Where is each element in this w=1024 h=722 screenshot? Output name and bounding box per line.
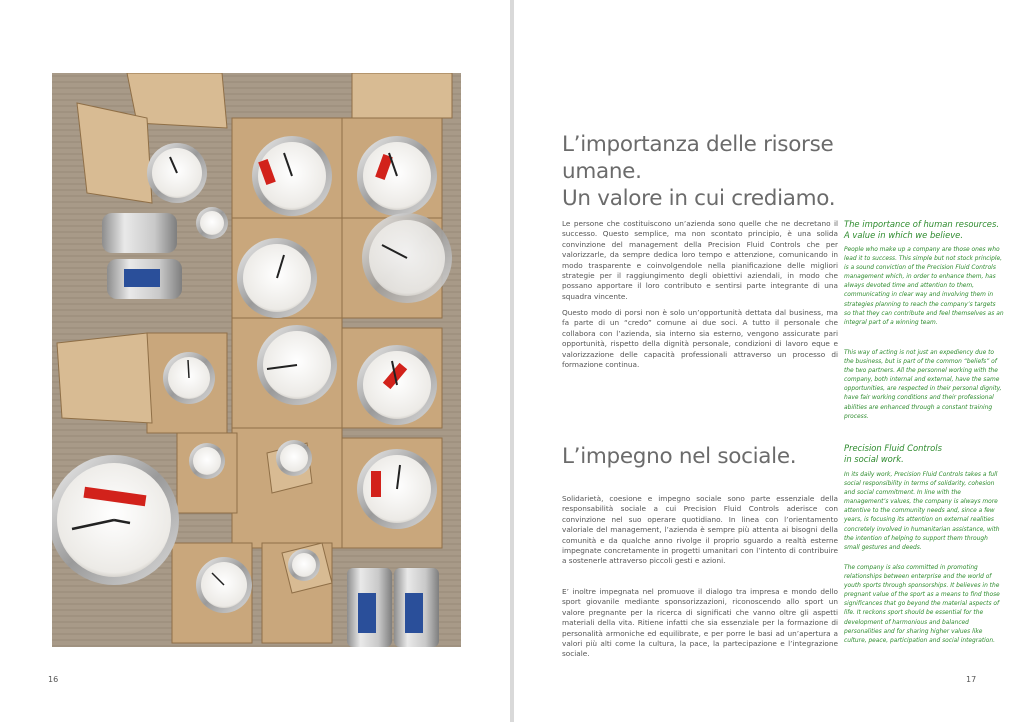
heading-human-resources bbox=[562, 131, 892, 212]
it-paragraph-3: Solidarietà, coesione e impegno sociale sono parte essenziale della responsabilità sociale a cui Precision Fluid Controls aderisce con convinzione nel suo operare quotidiano. In linea con l’orientamento valoriale del management, l’azienda è sempre più attenta ai bisogni della comunità e da qualche anno rivolge il proprio sguardo a realtà esterne impegnate concretamente in progetti umanitari con l’intento di contribuire a sostenerle attraverso piccoli gesti e azioni. bbox=[562, 494, 838, 566]
left-page bbox=[0, 0, 510, 722]
en-title-1-line-1: The importance of human resources. bbox=[844, 219, 999, 229]
en-paragraph-1: People who make up a company are those ones who lead it to success. This simple but not stock principle, is a sound conviction of the Precision Fluid Controls management which, in order to enhance them, has always devoted time and attention to them, communicating in clear way and involving them in strategies planning to reach the company’s targets so that they can contribute and feel themselves as an integral part of a winning team. bbox=[844, 247, 1004, 326]
heading-1-line-1: L’importanza delle risorse umane. bbox=[562, 132, 834, 184]
it-paragraph-1: Le persone che costituiscono un’azienda sono quelle che ne decretano il successo. Questo semplice, ma non scontato principio, è una solida convinzione del management della Precision Fluid Controls che per valorizzarle, da sempre dedica loro tempo e attenzione, comunicando in modo trasparente e coinvolgendole nella pianificazione delle migliori strategie per il raggiungimento degli obiettivi aziendali, in modo che possano apportare il loro contributo e sentirsi parte integrante di una squadra vincente. bbox=[562, 219, 838, 301]
en-title-2-line-1: Precision Fluid Controls bbox=[844, 443, 942, 453]
right-page bbox=[514, 0, 1024, 722]
en-paragraph-4: The company is also committed in promoting relationships between enterprise and the world of youth sports through sponsorships. It believes in the pregnant value of the sport as a means to find those significances that go beyond the material aspects of life. It reckons sport should be essential for the development of harmonious and balanced personalities and for sharing higher values like culture, peace, participation and social integration. bbox=[844, 565, 1000, 644]
en-paragraph-3: In its daily work, Precision Fluid Controls takes a full social responsibility in terms of solidarity, cohesion and social commitment. In line with the management’s values, the company is always more attentive to the community needs and, since a few years, is focusing its attention on external realities concretely involved in humanitarian assistance, with the intention of helping to support them through small gestures and deeds. bbox=[844, 472, 1000, 551]
en-title-2-line-2: in social work. bbox=[844, 453, 904, 464]
heading-social-commitment: L’impegno nel sociale. bbox=[562, 444, 797, 469]
pressure-gauges-in-boxes-photo bbox=[52, 73, 461, 647]
en-title-1-line-2: A value in which we believe. bbox=[844, 229, 963, 240]
it-paragraph-4: E’ inoltre impegnata nel promuove il dialogo tra impresa e mondo dello sport giovanile mediante sponsorizzazioni, riconoscendo allo sport un valore pregnante per la ricerca di significati che vanno oltre gli aspetti materiali della vita. Ritiene infatti che sia essenziale per la formazione di personalità armoniche ed equilibrate, e per porre le basi ad un’apertura a valori più alti come la cultura, la pace, la partecipazione e l’integrazione sociale. bbox=[562, 587, 838, 659]
page-number-right: 17 bbox=[966, 675, 977, 684]
gauges-photo bbox=[52, 73, 461, 647]
en-title-social-work bbox=[844, 443, 1014, 464]
page-number-left: 16 bbox=[48, 675, 59, 684]
it-paragraph-2: Questo modo di porsi non è solo un’opportunità dettata dal business, ma fa parte di un “credo” comune ai due soci. A tutto il personale che collabora con l’azienda, sia interno sia esterno, vengono assicurate pari opportunità, rispetto della dignità personale, condizioni di lavoro eque e valorizzazione delle capacità professionali attraverso un processo di formazione continua. bbox=[562, 308, 838, 370]
en-title-human-resources bbox=[844, 219, 1014, 240]
en-paragraph-2: This way of acting is not just an expediency due to the business, but is part of the common “beliefs” of the two partners. All the personnel working with the company, both internal and external, have the same opportunities, are respected in their personal dignity, have fair working conditions and their professional abilities are enhanced through a constant training process. bbox=[844, 350, 1002, 420]
heading-1-line-2: Un valore in cui crediamo. bbox=[562, 186, 836, 211]
